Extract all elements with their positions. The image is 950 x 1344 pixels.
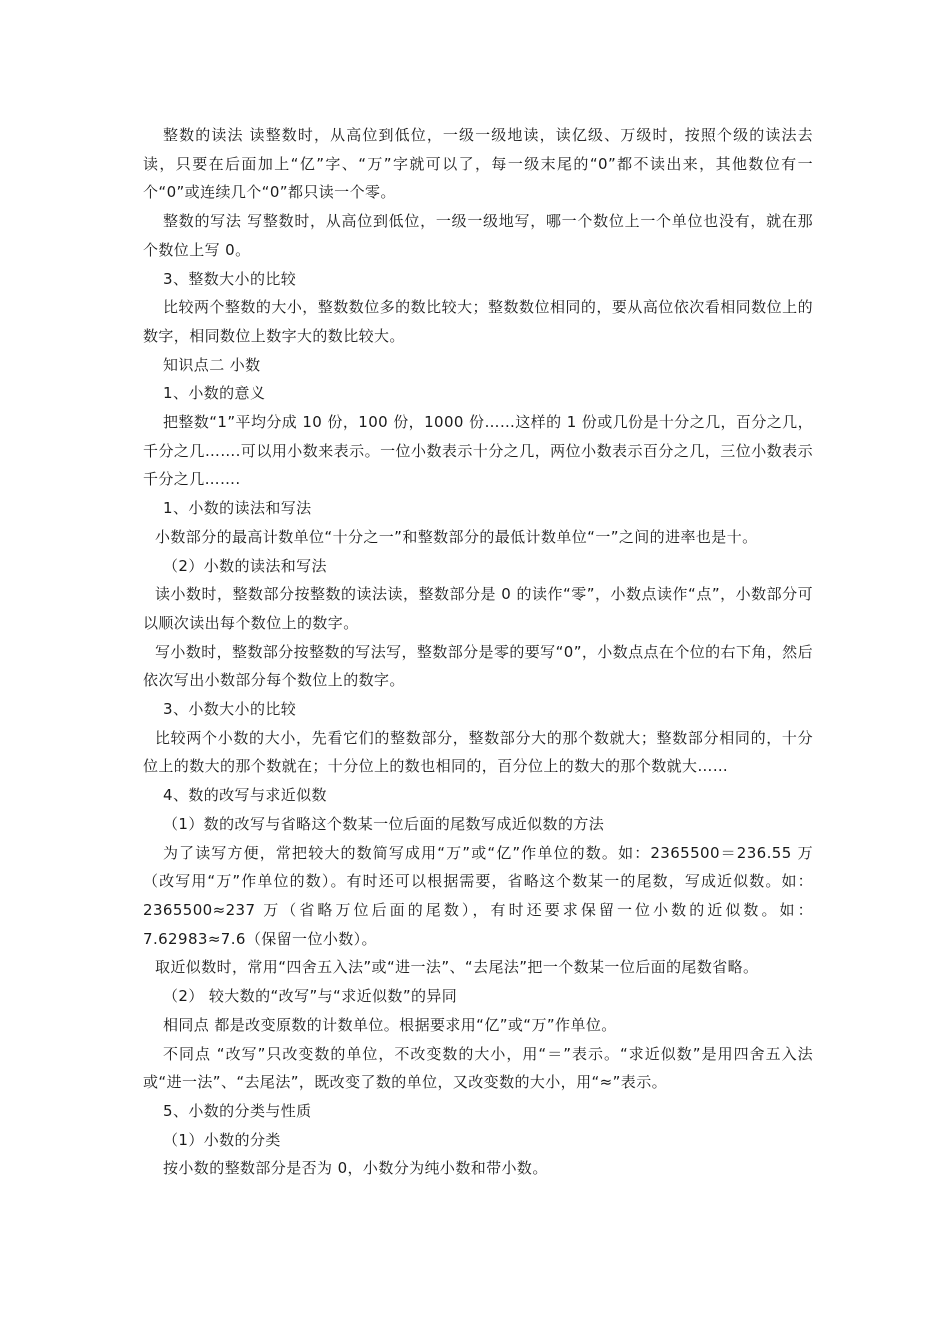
heading-decimal-read-write-2: （2）小数的读法和写法	[163, 556, 327, 575]
document-body	[143, 121, 813, 1183]
paragraph-approximation-methods: 取近似数时，常用“四舍五入法”或“进一法”、“去尾法”把一个数某一位后面的尾数省略。	[155, 958, 759, 977]
paragraph-decimal-reading: 读小数时，整数部分按整数的读法读，整数部分是 0 的读作“零”，小数点读作“点”，小数部分可以顺次读出每个数位上的数字。	[143, 585, 813, 632]
heading-decimal-meaning: 1、小数的意义	[163, 384, 266, 403]
heading-rewrite-approximation: 4、数的改写与求近似数	[163, 786, 327, 805]
paragraph-integer-writing: 整数的写法 写整数时，从高位到低位，一级一级地写，哪一个数位上一个单位也没有，就在那个数位上写 0。	[143, 212, 813, 259]
paragraph-decimal-units: 小数部分的最高计数单位“十分之一”和整数部分的最低计数单位“一”之间的进率也是十。	[155, 527, 758, 546]
heading-decimal-classification-properties: 5、小数的分类与性质	[163, 1101, 312, 1120]
paragraph-decimal-classification: 按小数的整数部分是否为 0，小数分为纯小数和带小数。	[163, 1159, 548, 1178]
paragraph-similarities: 相同点 都是改变原数的计数单位。根据要求用“亿”或“万”作单位。	[163, 1015, 617, 1034]
heading-decimal-read-write: 1、小数的读法和写法	[163, 499, 312, 518]
heading-decimal-classification: （1）小数的分类	[163, 1130, 281, 1149]
heading-decimal-comparison: 3、小数大小的比较	[163, 700, 297, 719]
paragraph-rewrite-method: 为了读写方便，常把较大的数简写成用“万”或“亿”作单位的数。如：2365500＝236.55 万（改写用“万”作单位的数）。有时还可以根据需要，省略这个数某一的尾数，写成近似数。如：2365500≈237 万（省略万位后面的尾数），有时还要求保留一位小数的近似数。如：7.62983≈7.6（保留一位小数）。	[143, 843, 813, 948]
paragraph-integer-comparison: 比较两个整数的大小，整数数位多的数比较大；整数数位相同的，要从高位依次看相同数位上的数字，相同数位上数字大的数比较大。	[143, 298, 813, 345]
heading-integer-comparison: 3、整数大小的比较	[163, 269, 297, 288]
heading-rewrite-vs-approximation: （2） 较大数的“改写”与“求近似数”的异同	[163, 987, 458, 1006]
heading-knowledge-point-two: 知识点二 小数	[163, 355, 261, 374]
paragraph-integer-reading: 整数的读法 读整数时，从高位到低位，一级一级地读，读亿级、万级时，按照个级的读法去读，只要在后面加上“亿”字、“万”字就可以了，每一级末尾的“0”都不读出来，其他数位有一个“0”或连续几个“0”都只读一个零。	[143, 126, 813, 202]
paragraph-decimal-meaning: 把整数“1”平均分成 10 份，100 份，1000 份……这样的 1 份或几份是十分之几，百分之几，千分之几…….可以用小数来表示。一位小数表示十分之几，两位小数表示百分之几，三位小数表示千分之几…….	[143, 413, 813, 489]
paragraph-decimal-comparison: 比较两个小数的大小，先看它们的整数部分，整数部分大的那个数就大；整数部分相同的，十分位上的数大的那个数就在；十分位上的数也相同的，百分位上的数大的那个数就大……	[143, 728, 813, 776]
paragraph-differences: 不同点 “改写”只改变数的单位，不改变数的大小，用“＝”表示。“求近似数”是用四舍五入法或“进一法”、“去尾法”，既改变了数的单位，又改变数的大小，用“≈”表示。	[143, 1044, 813, 1092]
paragraph-decimal-writing: 写小数时，整数部分按整数的写法写，整数部分是零的要写“0”，小数点点在个位的右下角，然后依次写出小数部分每个数位上的数字。	[143, 642, 813, 690]
heading-rewrite-method: （1）数的改写与省略这个数某一位后面的尾数写成近似数的方法	[163, 814, 605, 833]
